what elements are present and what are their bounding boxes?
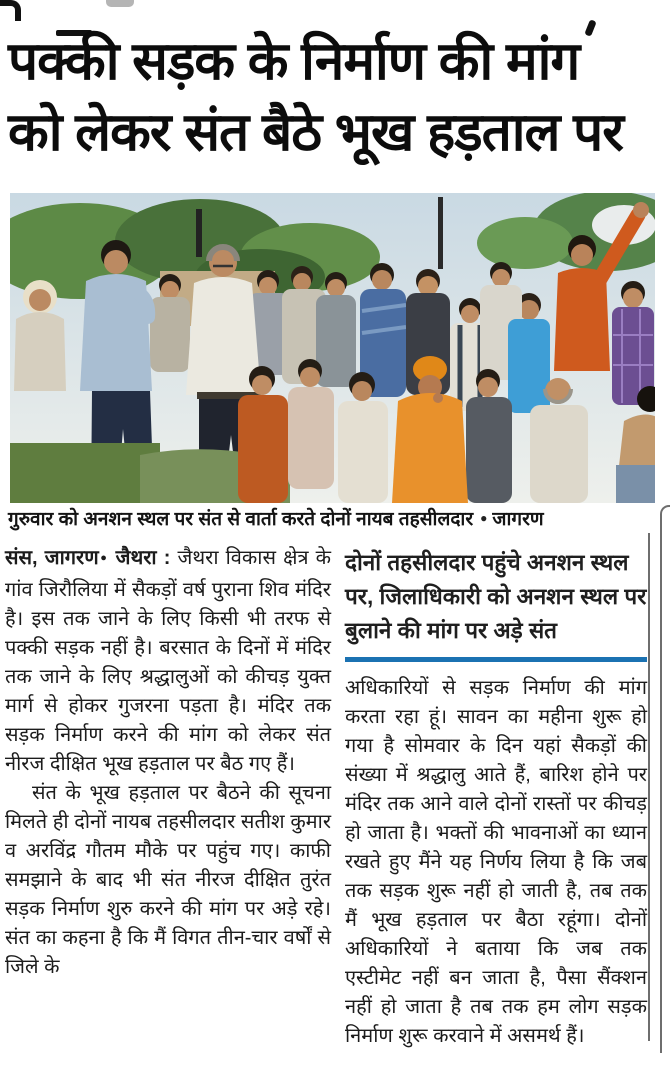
subheading: दोनों तहसीलदार पहुंचे अनशन स्थल पर, जिलाधिकारी को अनशन स्थल पर बुलाने की मांग पर अड़े संत <box>345 550 647 643</box>
accent-rule <box>345 657 647 662</box>
paragraph-1 <box>5 544 331 779</box>
caption-credit: जागरण <box>492 509 544 530</box>
headline-line-1: पक्की सड़क के निर्माण की मांग <box>8 32 580 91</box>
left-column <box>5 544 331 1051</box>
headline-line-2: को लेकर संत बैठे भूख हड़ताल पर <box>8 103 623 162</box>
dateline: संस, जागरण <box>5 547 99 569</box>
caption-text: गुरुवार को अनशन स्थल पर संत से वार्ता करते दोनों नायब तहसीलदार <box>8 509 474 530</box>
adjacent-frame-corner <box>660 505 670 1053</box>
photo-caption <box>8 507 658 534</box>
headline <box>8 26 664 168</box>
photo-illustration <box>10 193 655 503</box>
news-photo <box>10 193 655 503</box>
column-divider <box>648 533 650 1041</box>
dateline-place: जैथरा : <box>108 547 178 569</box>
crop-artifact <box>106 0 134 7</box>
article-body <box>5 544 647 1051</box>
paragraph-3: अधिकारियों से सड़क निर्माण की मांग करता रहा हूं। सावन का महीना शुरू हो गया है सोमवार के दिन यहां सैकड़ों की संख्या में श्रद्धालु आते हैं, बारिश होने पर मंदिर तक आने वाले दोनों रास्तों पर कीचड़ हो जाता है। भक्तों की भावनाओं का ध्यान रखते हुए मैंने यह निर्णय लिया है कि जब तक सड़क शुरू नहीं हो जाती है, तब तक मैं भूख हड़ताल पर बैठा रहूंगा। दोनों अधिकारियों ने बताया कि जब तक एस्टीमेट नहीं बन जाता है, पैसा सैंक्शन नहीं हो जाता है तब तक हम लोग सड़क निर्माण शुरू करवाने में असमर्थ हैं। <box>345 677 647 1047</box>
paragraph-1-text: जैथरा विकास क्षेत्र के गांव जिरौलिया में सैकड़ों वर्ष पुराना शिव मंदिर है। इस तक जाने के लिए किसी भी तरफ से पक्की सड़क नहीं है। बरसात के दिनों में मंदिर तक जाने के लिए श्रद्धालुओं को कीचड़ युक्त मार्ग से होकर गुजरना पड़ता है। मंदिर तक सड़क निर्माण करने की मांग को लेकर संत नीरज दीक्षित भूख हड़ताल पर बैठ गए हैं। <box>5 547 331 775</box>
paragraph-2: संत के भूख हड़ताल पर बैठने की सूचना मिलते ही दोनों नायब तहसीलदार सतीश कुमार व अरविंद्र गौतम मौके पर पहुंच गए। काफी समझाने के बाद भी संत नीरज दीक्षित तुरंत सड़क निर्माण शुरु करने की मांग पर अड़े रहे। संत का कहना है कि मैं विगत तीन-चार वर्षों से जिले के <box>5 782 331 978</box>
right-column <box>345 544 647 1051</box>
crop-artifact <box>0 0 21 21</box>
caption-bullet-icon: ● <box>480 511 488 525</box>
dateline-bullet-icon: ● <box>98 552 109 564</box>
